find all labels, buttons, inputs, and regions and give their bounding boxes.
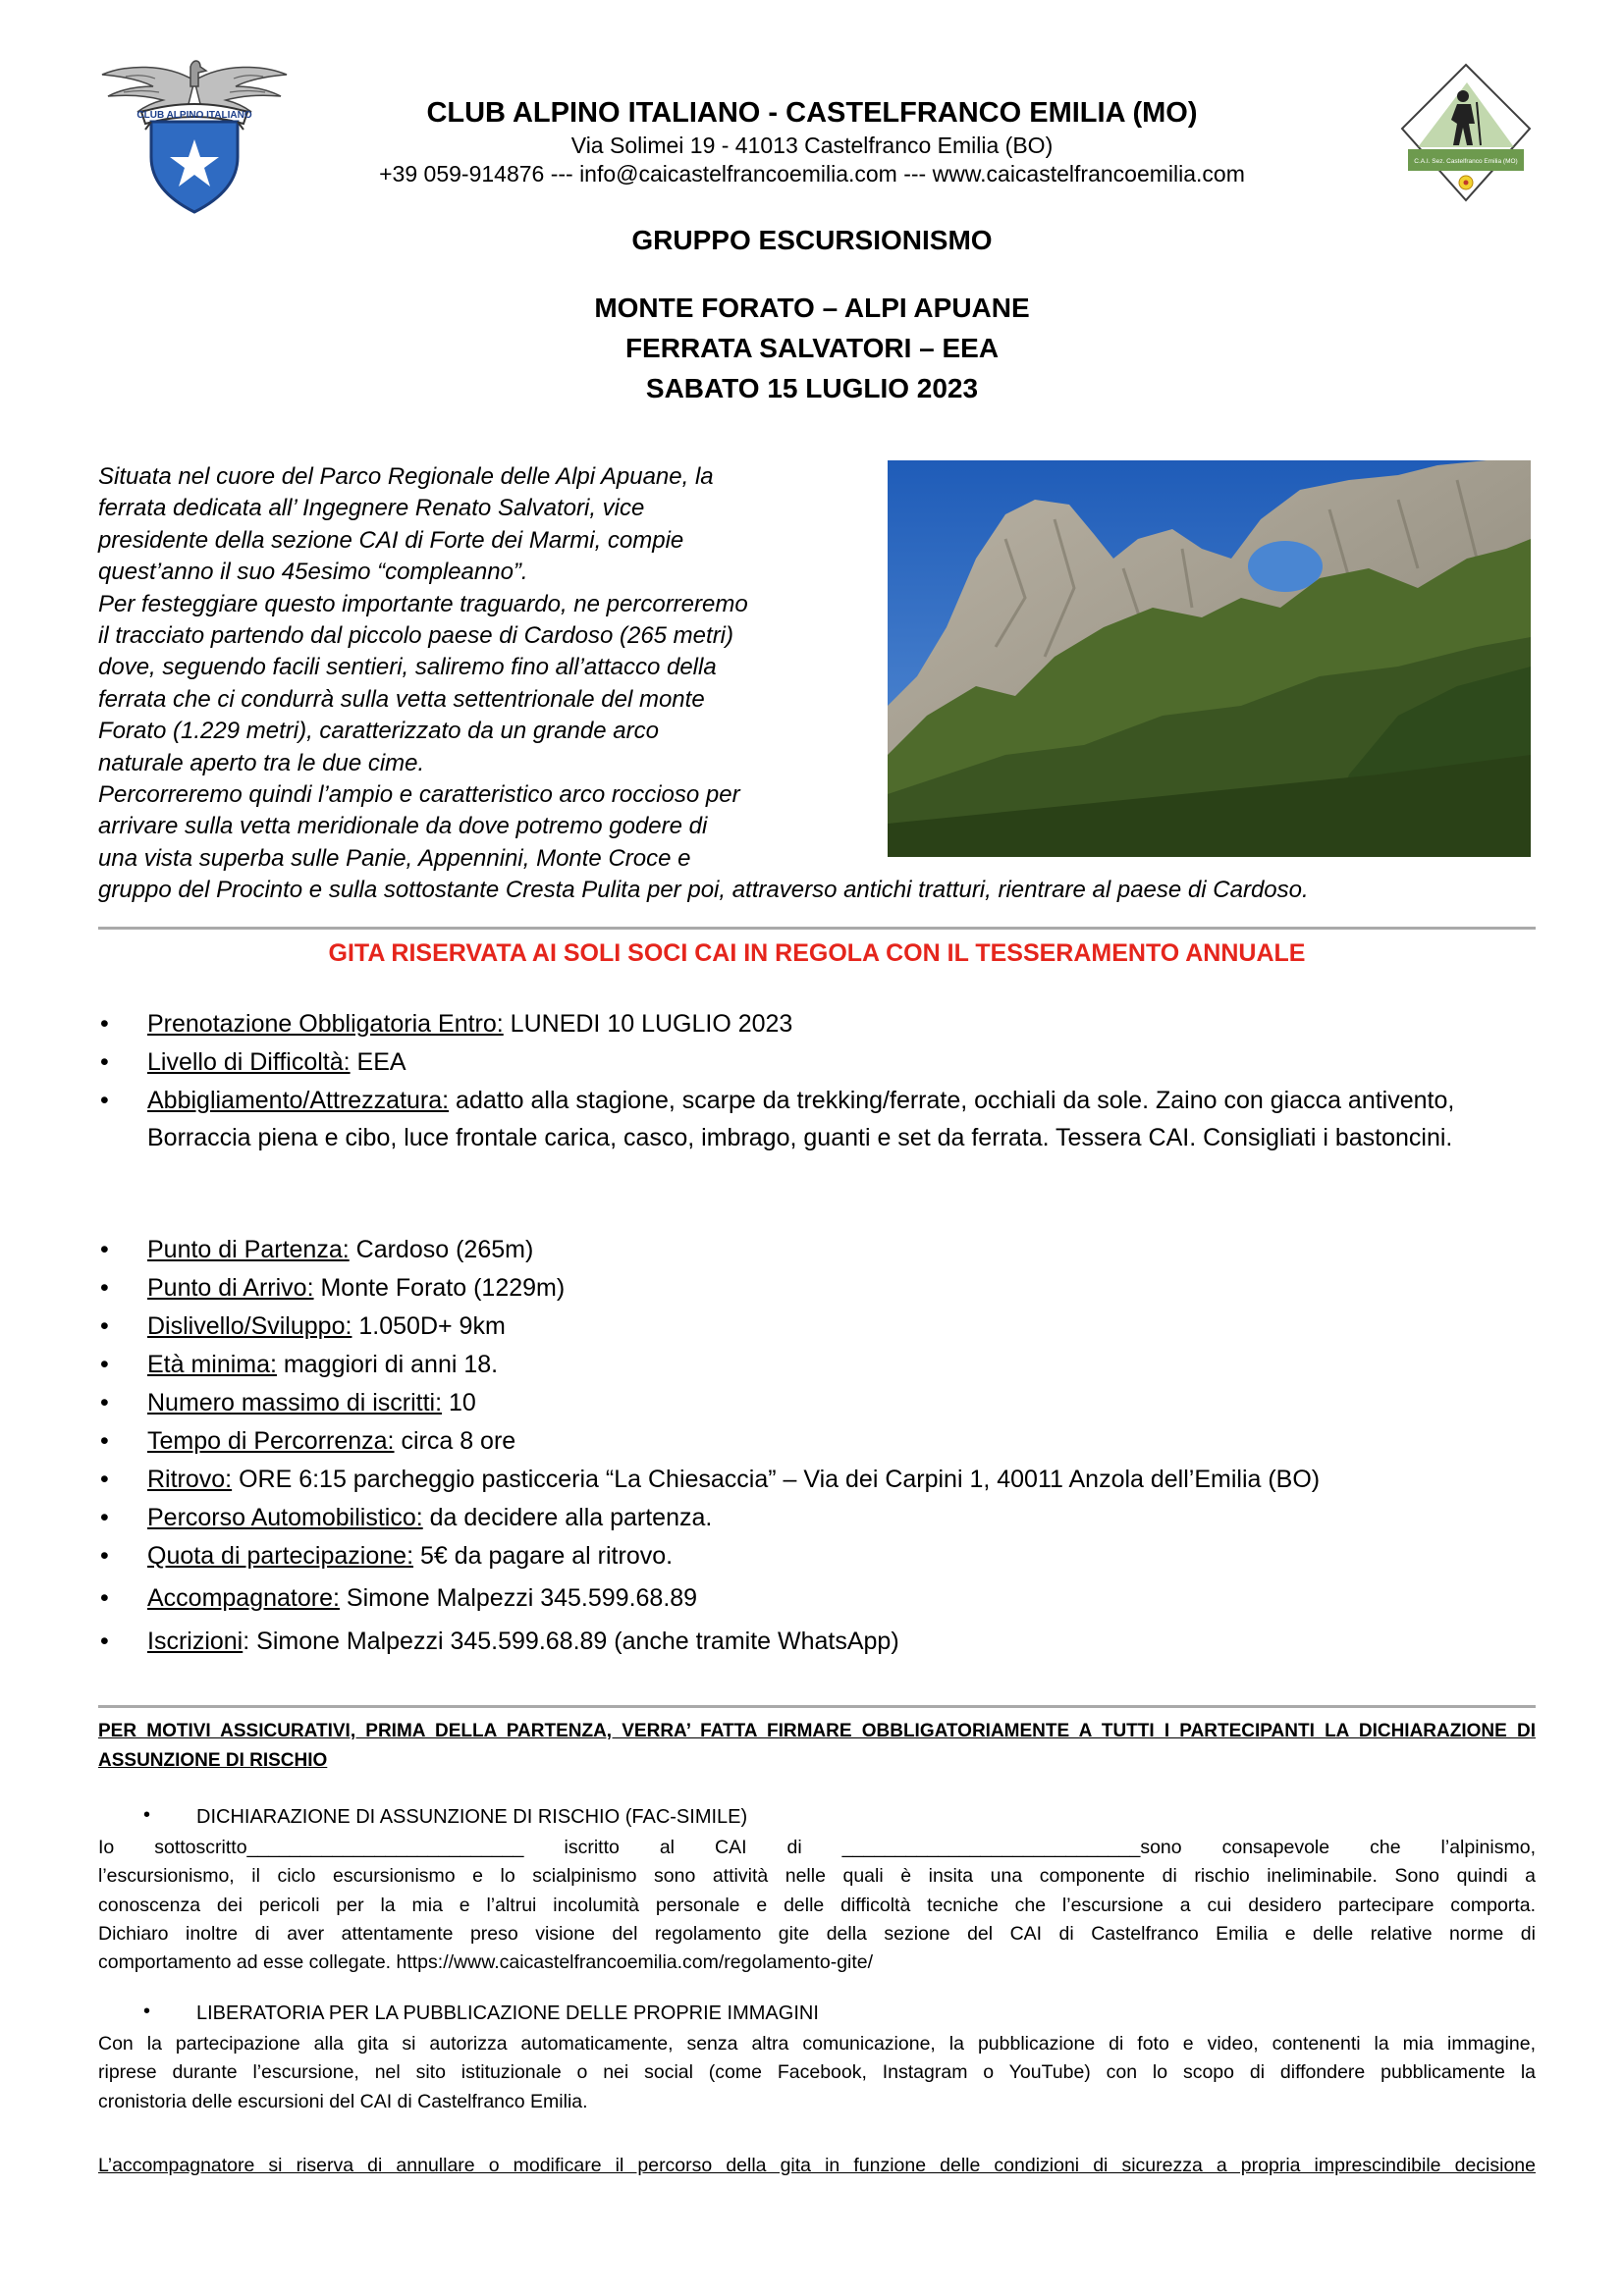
intro-line: Situata nel cuore del Parco Regionale delle Alpi Apuane, la xyxy=(98,463,714,490)
escursionismo-group-logo xyxy=(1398,63,1534,202)
detail-label: Ritrovo: xyxy=(147,1466,233,1493)
intro-line: naturale aperto tra le due cime. xyxy=(98,749,425,776)
members-only-notice: GITA RISERVATA AI SOLI SOCI CAI IN REGOLA CON IL TESSERAMENTO ANNUALE xyxy=(328,939,1306,967)
paragraph-line: conoscenza dei pericoli per la mia e l’altrui incolumità personale e delle difficoltà tecniche che l’escursione a cui desidero partecipare comporta. xyxy=(98,1894,1536,1916)
detail-label: Età minima: xyxy=(147,1351,277,1378)
detail-item-fee xyxy=(100,1537,1522,1575)
detail-value: EEA xyxy=(350,1048,406,1076)
paragraph-line: Dichiaro inoltre di aver attentamente preso visione del regolamento gite della sezione del CAI di Castelfranco Emilia e delle relative norme di xyxy=(98,1922,1536,1945)
section-divider xyxy=(98,1705,1536,1708)
intro-line: arrivare sulla vetta meridionale da dove potremo godere di xyxy=(98,813,708,840)
detail-item-arrival xyxy=(100,1269,1522,1307)
paragraph-line: riprese durante l’escursione, nel sito istituzionale o nei social (come Facebook, Instagram o YouTube) con lo scopo di diffondere pubblicamente la xyxy=(98,2061,1536,2084)
detail-label: Numero massimo di iscritti: xyxy=(147,1389,443,1416)
intro-paragraph xyxy=(98,461,1532,907)
detail-label: Punto di Arrivo: xyxy=(147,1274,314,1302)
detail-value: 1.050D+ 9km xyxy=(352,1312,506,1340)
detail-label: Quota di partecipazione: xyxy=(147,1542,414,1570)
intro-line: dove, seguendo facili sentieri, saliremo fino all’attacco della xyxy=(98,654,717,681)
detail-item-booking xyxy=(100,1005,1522,1042)
paragraph-line: Con la partecipazione alla gita si autorizza automaticamente, senza altra comunicazione, la pubblicazione di foto e video, contenenti la mia immagine, xyxy=(98,2033,1536,2055)
detail-value: adatto alla stagione, scarpe da trekking/ferrate, occhiali da sole. Zaino con giacca antivento, Borraccia piena e cibo, luce frontale carica, casco, imbrago, guanti e set da ferrata. Tessera CAI. Consigliati i bastoncini. xyxy=(147,1087,1455,1151)
detail-item-car-route xyxy=(100,1499,1522,1536)
svg-text:CLUB ALPINO ITALIANO: CLUB ALPINO ITALIANO xyxy=(136,110,252,121)
section-title-text: LIBERATORIA PER LA PUBBLICAZIONE DELLE PROPRIE IMMAGINI xyxy=(196,2002,819,2024)
intro-line: ferrata dedicata all’ Ingegnere Renato Salvatori, vice xyxy=(98,495,645,522)
detail-item-guide xyxy=(100,1579,1522,1617)
image-release-text xyxy=(98,2030,1536,2116)
detail-value: ORE 6:15 parcheggio pasticceria “La Chiesaccia” – Via dei Carpini 1, 40011 Anzola dell’Emilia (BO) xyxy=(232,1466,1321,1493)
detail-label: Punto di Partenza: xyxy=(147,1236,350,1263)
intro-line: quest’anno il suo 45esimo “compleanno”. xyxy=(98,559,528,586)
paragraph-line: comportamento ad esse collegate. https://www.caicastelfrancoemilia.com/regolamento-gite/ xyxy=(98,1951,874,1974)
detail-label: Dislivello/Sviluppo: xyxy=(147,1312,352,1340)
bullet-icon: • xyxy=(100,1389,109,1416)
bullet-icon: • xyxy=(100,1466,109,1493)
detail-value: : Simone Malpezzi 345.599.68.89 (anche tramite WhatsApp) xyxy=(243,1628,899,1655)
paragraph-line: Io sottoscritto__________________________ iscritto al CAI di ____________________________sono consapevole che l’alpinismo, xyxy=(98,1837,1536,1858)
bullet-icon: • xyxy=(100,1628,109,1655)
bullet-icon: • xyxy=(100,1312,109,1340)
guide-reservation-note: L’accompagnatore si riserva di annullare o modificare il percorso della gita in funzione delle condizioni di sicurezza a propria imprescindibile decisione xyxy=(98,2155,1536,2176)
bullet-icon: • xyxy=(100,1351,109,1378)
intro-line: il tracciato partendo dal piccolo paese di Cardoso (265 metri) xyxy=(98,622,734,650)
detail-item-start xyxy=(100,1231,1522,1268)
detail-label: Percorso Automobilistico: xyxy=(147,1504,423,1531)
intro-line: Forato (1.229 metri), caratterizzato da un grande arco xyxy=(98,718,659,745)
detail-label: Iscrizioni xyxy=(147,1628,244,1655)
bullet-icon: • xyxy=(143,1804,151,1826)
detail-item-min-age xyxy=(100,1346,1522,1383)
bullet-icon: • xyxy=(100,1087,109,1114)
intro-line: una vista superba sulle Panie, Appennini, Monte Croce e xyxy=(98,844,691,872)
detail-label: Abbigliamento/Attrezzatura: xyxy=(147,1087,450,1114)
image-release-title xyxy=(143,2001,819,2025)
detail-item-difficulty xyxy=(100,1043,1522,1081)
trip-title-line: MONTE FORATO – ALPI APUANE xyxy=(594,293,1030,323)
club-address: Via Solimei 19 - 41013 Castelfranco Emilia (BO) xyxy=(570,133,1054,158)
detail-value: circa 8 ore xyxy=(394,1427,516,1455)
group-title: GRUPPO ESCURSIONISMO xyxy=(631,225,993,255)
svg-text:C.A.I. Sez. Castelfranco Emili: C.A.I. Sez. Castelfranco Emilia (MO) xyxy=(1414,158,1518,165)
detail-item-registrations xyxy=(100,1623,1522,1660)
bullet-icon: • xyxy=(100,1584,109,1612)
club-name: CLUB ALPINO ITALIANO - CASTELFRANCO EMILIA (MO) xyxy=(426,97,1198,129)
risk-section-title xyxy=(143,1804,748,1829)
detail-item-elevation xyxy=(100,1308,1522,1345)
bullet-icon: • xyxy=(100,1010,109,1038)
section-divider xyxy=(98,927,1536,930)
bullet-icon: • xyxy=(100,1542,109,1570)
detail-value: maggiori di anni 18. xyxy=(276,1351,499,1378)
detail-label: Prenotazione Obbligatoria Entro: xyxy=(147,1010,504,1038)
paragraph-line: l’escursionismo, il ciclo escursionismo e lo scialpinismo sono attività nelle quali è insita una componente di rischio ineliminabile. Sono quindi a xyxy=(98,1865,1536,1888)
intro-line: Percorreremo quindi l’ampio e caratteristico arco roccioso per xyxy=(98,781,740,809)
bullet-icon: • xyxy=(100,1048,109,1076)
trip-title-line: FERRATA SALVATORI – EEA xyxy=(624,333,1000,363)
detail-value: da decidere alla partenza. xyxy=(422,1504,713,1531)
detail-value: Monte Forato (1229m) xyxy=(313,1274,566,1302)
section-title-text: DICHIARAZIONE DI ASSUNZIONE DI RISCHIO (FAC-SIMILE) xyxy=(196,1806,748,1828)
intro-line: presidente della sezione CAI di Forte dei Marmi, compie xyxy=(98,526,684,554)
detail-label: Livello di Difficoltà: xyxy=(147,1048,351,1076)
intro-line: Per festeggiare questo importante traguardo, ne percorreremo xyxy=(98,590,748,617)
detail-value: Simone Malpezzi 345.599.68.89 xyxy=(339,1584,698,1612)
bullet-icon: • xyxy=(100,1274,109,1302)
bullet-icon: • xyxy=(100,1236,109,1263)
trip-date: SABATO 15 LUGLIO 2023 xyxy=(645,373,979,403)
detail-value: 10 xyxy=(442,1389,476,1416)
bullet-icon: • xyxy=(100,1504,109,1531)
detail-label: Accompagnatore: xyxy=(147,1584,340,1612)
detail-item-max-participants xyxy=(100,1384,1522,1421)
bullet-icon: • xyxy=(100,1427,109,1455)
intro-line: ferrata che ci condurrà sulla vetta settentrionale del monte xyxy=(98,685,705,713)
detail-value: Cardoso (265m) xyxy=(349,1236,534,1263)
detail-item-equipment xyxy=(100,1082,1522,1156)
insurance-disclaimer: PER MOTIVI ASSICURATIVI, PRIMA DELLA PARTENZA, VERRA’ FATTA FIRMARE OBBLIGATORIAMENTE A TUTTI I PARTECIPANTI LA DICHIARAZIONE DI ASSUNZIONE DI RISCHIO xyxy=(98,1721,1536,1771)
detail-item-meeting-point xyxy=(100,1461,1522,1498)
detail-value: 5€ da pagare al ritrovo. xyxy=(413,1542,674,1570)
paragraph-line: cronistoria delle escursioni del CAI di Castelfranco Emilia. xyxy=(98,2090,588,2112)
club-contacts: +39 059-914876 --- info@caicastelfrancoemilia.com --- www.caicastelfrancoemilia.com xyxy=(379,161,1245,187)
bullet-icon: • xyxy=(143,2001,151,2022)
detail-label: Tempo di Percorrenza: xyxy=(147,1427,395,1455)
detail-value: LUNEDI 10 LUGLIO 2023 xyxy=(503,1010,793,1038)
intro-line: gruppo del Procinto e sulla sottostante Cresta Pulita per poi, attraverso antichi tratturi, rientrare al paese di Cardoso. xyxy=(98,877,1309,904)
risk-declaration-text xyxy=(98,1834,1536,1977)
detail-item-duration xyxy=(100,1422,1522,1460)
